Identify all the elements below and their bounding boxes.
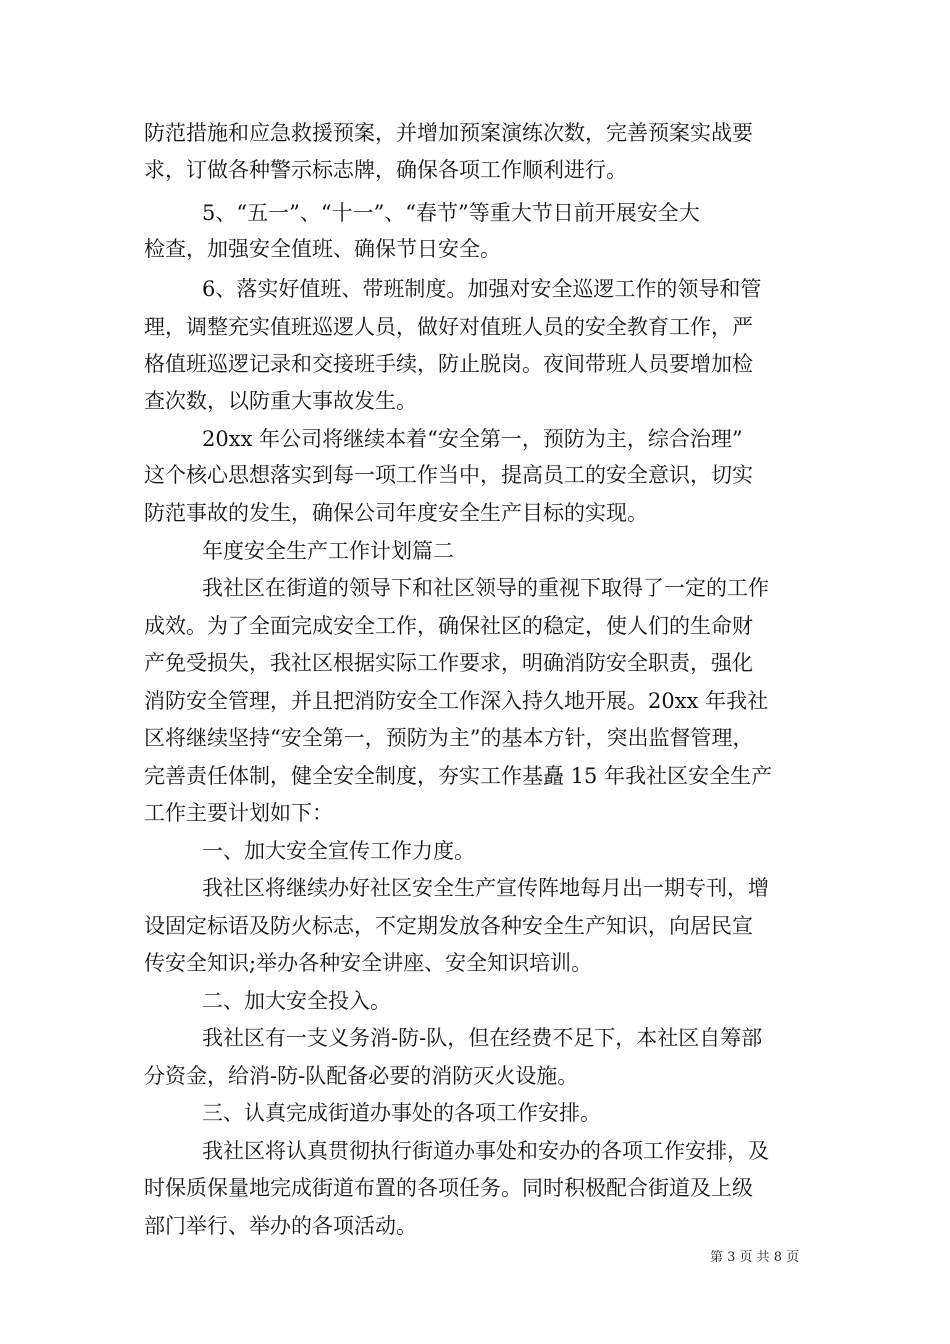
text-line: 理，调整充实值班巡逻人员，做好对值班人员的安全教育工作，严	[144, 315, 753, 339]
paragraph-start-line: 我社区有一支义务消-防-队，但在经费不足下，本社区自筹部	[202, 1026, 763, 1050]
section-heading: 年度安全生产工作计划篇二	[202, 539, 454, 563]
section-heading: 三、认真完成街道办事处的各项工作安排。	[202, 1101, 601, 1125]
paragraph-start-line: 我社区将认真贯彻执行街道办事处和安办的各项工作安排，及	[202, 1139, 769, 1163]
text-line: 产免受损失，我社区根据实际工作要求，明确消防安全职责，强化	[144, 651, 753, 675]
text-line: 消防安全管理，并且把消防安全工作深入持久地开展。20xx 年我社	[144, 689, 769, 713]
page-number-footer: 第 3 页 共 8 页	[710, 1250, 800, 1265]
text-line: 工作主要计划如下：	[144, 801, 333, 825]
text-line: 检查，加强安全值班、确保节日安全。	[144, 237, 501, 261]
section-heading: 一、加大安全宣传工作力度。	[202, 839, 475, 863]
text-line: 这个核心思想落实到每一项工作当中，提高员工的安全意识，切实	[144, 463, 753, 487]
text-line: 查次数，以防重大事故发生。	[144, 389, 417, 413]
text-line: 完善责任体制，健全安全制度，夯实工作基矗 15 年我社区安全生产	[144, 764, 773, 788]
text-line: 区将继续坚持“安全第一，预防为主”的基本方针，突出监督管理，	[144, 726, 754, 750]
paragraph-start-line: 6、落实好值班、带班制度。加强对安全巡逻工作的领导和管	[202, 277, 762, 301]
paragraph-start-line: 5、“五一”、“十一”、“春节”等重大节日前开展安全大	[202, 201, 700, 225]
section-heading: 二、加大安全投入。	[202, 989, 391, 1013]
paragraph-start-line: 我社区将继续办好社区安全生产宣传阵地每月出一期专刊，增	[202, 876, 769, 900]
text-line: 防范事故的发生，确保公司年度安全生产目标的实现。	[144, 501, 648, 525]
text-line: 分资金，给消-防-队配备必要的消防灭火设施。	[144, 1064, 579, 1088]
text-line: 设固定标语及防火标志，不定期发放各种安全生产知识，向居民宣	[144, 914, 753, 938]
text-line: 格值班巡逻记录和交接班手续，防止脱岗。夜间带班人员要增加检	[144, 352, 753, 376]
text-line: 时保质保量地完成街道布置的各项任务。同时积极配合街道及上级	[144, 1176, 753, 1200]
text-line: 传安全知识;举办各种安全讲座、安全知识培训。	[144, 951, 593, 975]
paragraph-start-line: 20xx 年公司将继续本着“安全第一，预防为主，综合治理”	[202, 427, 743, 451]
text-line: 成效。为了全面完成安全工作，确保社区的稳定，使人们的生命财	[144, 614, 753, 638]
text-line: 求，订做各种警示标志牌，确保各项工作顺利进行。	[144, 158, 627, 182]
text-line: 防范措施和应急救援预案，并增加预案演练次数，完善预案实战要	[144, 121, 753, 145]
text-line: 部门举行、举办的各项活动。	[144, 1214, 417, 1238]
paragraph-start-line: 我社区在街道的领导下和社区领导的重视下取得了一定的工作	[202, 576, 769, 600]
